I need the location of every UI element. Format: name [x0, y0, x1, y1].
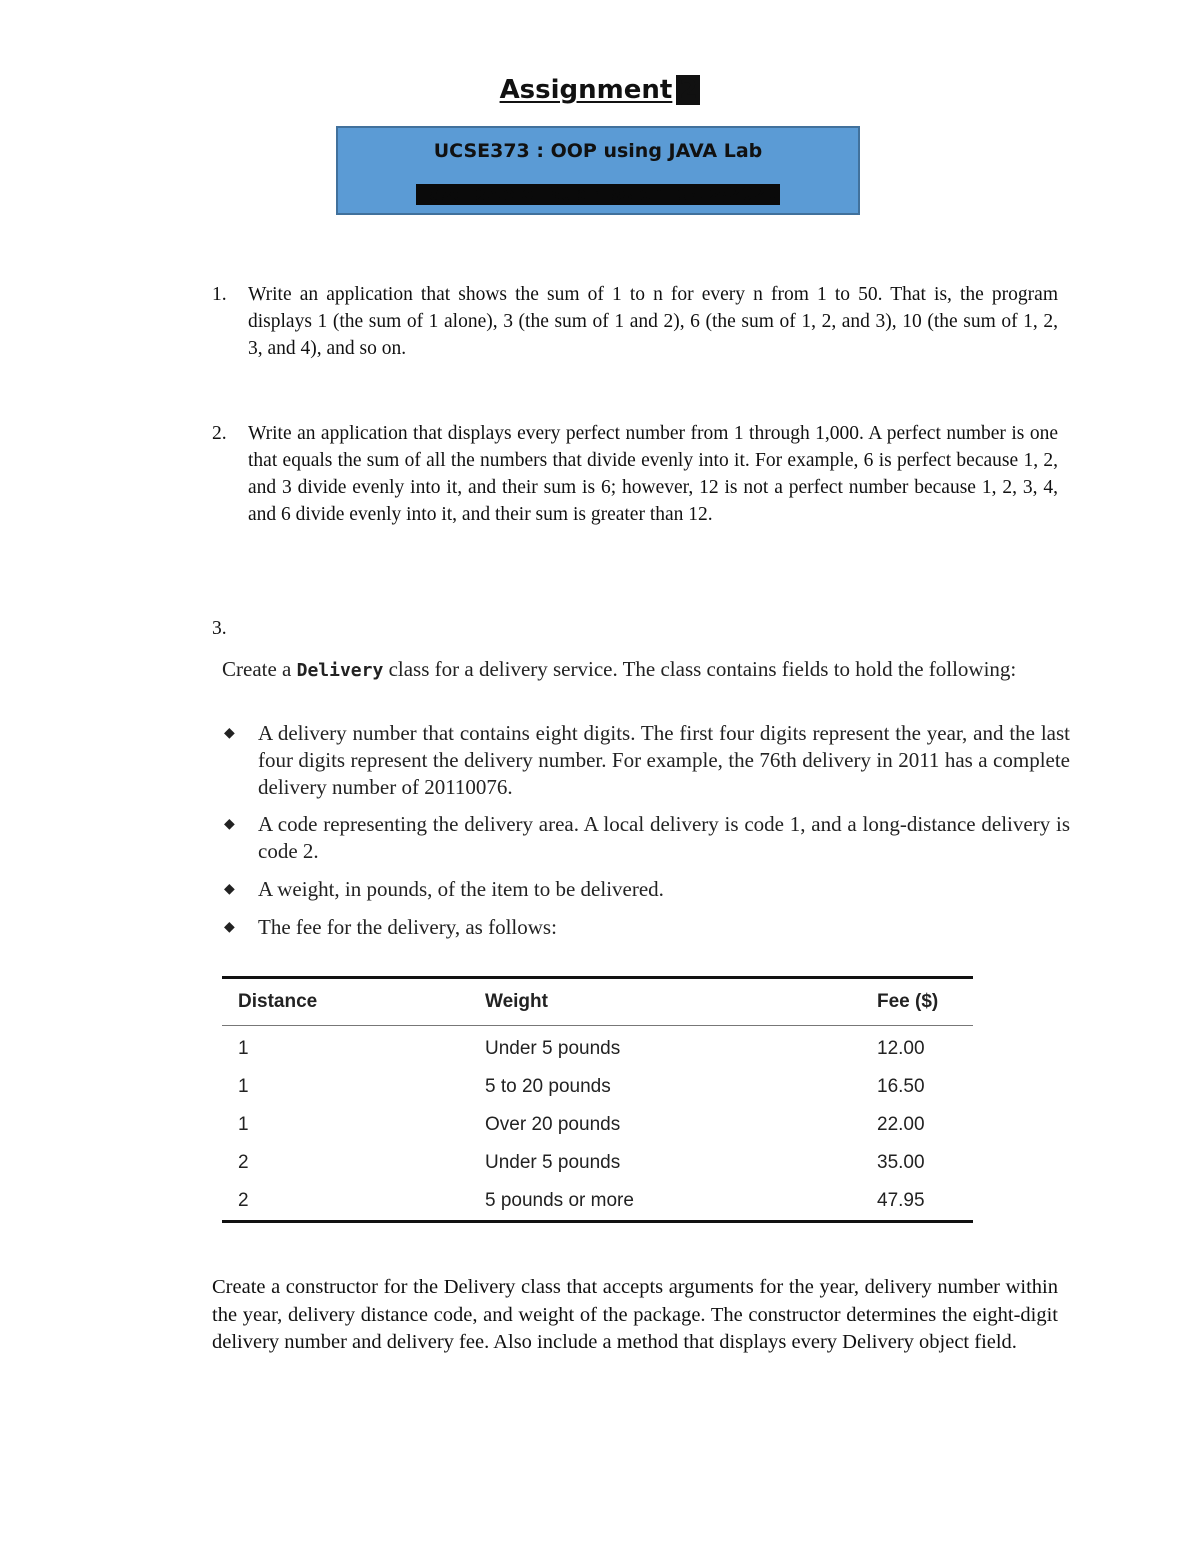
cell-fee: 12.00: [877, 1038, 925, 1059]
cell-distance: 2: [238, 1190, 249, 1211]
cell-weight: Under 5 pounds: [485, 1038, 621, 1059]
diamond-bullet-icon: ◆: [224, 920, 235, 935]
table-row: [222, 1106, 973, 1144]
cell-fee: 16.50: [877, 1076, 925, 1097]
cell-distance: 1: [238, 1076, 249, 1097]
header-weight: Weight: [485, 978, 877, 1026]
table-row: [222, 1068, 973, 1106]
cell-distance: 1: [238, 1038, 249, 1059]
table-row: [222, 1026, 973, 1069]
cell-distance: 1: [238, 1114, 249, 1135]
cell-fee: 35.00: [877, 1152, 925, 1173]
cell-weight: Over 20 pounds: [485, 1114, 621, 1135]
table-header-row: [222, 978, 973, 1026]
delivery-intro: [222, 656, 1060, 684]
bullet-text: A delivery number that contains eight digits. The first four digits represent the year, and the last four digits represent the delivery number. For example, the 76th delivery in 2011 has a complete delivery number of 20110076.: [258, 721, 1070, 799]
diamond-bullet-icon: ◆: [224, 817, 235, 832]
cell-weight: 5 to 20 pounds: [485, 1076, 611, 1097]
cell-weight: Under 5 pounds: [485, 1152, 621, 1173]
question-2-text: Write an application that displays every perfect number from 1 through 1,000. A perfect number is one that equals the sum of all the numbers that divide evenly into it. For example, 6 is perfect because 1, 2, and 3 divide evenly into it, and their sum is 6; however, 12 is not a perfect number because 1, 2, 3, 4, and 6 divide evenly into it, and their sum is greater than 12.: [248, 423, 1058, 525]
bullet-text: The fee for the delivery, as follows:: [258, 915, 557, 939]
title-text: Assignment: [499, 75, 673, 105]
question-1-text: Write an application that shows the sum of 1 to n for every n from 1 to 50. That is, the program displays 1 (the sum of 1 alone), 3 (the sum of 1 and 2), 6 (the sum of 1, 2, and 3), 10 (the sum of 1, 2, 3, and 4), and so on.: [248, 284, 1058, 359]
question-2-number: 2.: [212, 423, 227, 444]
course-title: UCSE373 : OOP using JAVA Lab: [433, 140, 763, 162]
question-1-number: 1.: [212, 284, 227, 305]
diamond-bullet-icon: ◆: [224, 726, 235, 741]
table-row: [222, 1182, 973, 1222]
bullet-text: A weight, in pounds, of the item to be delivered.: [258, 877, 664, 901]
cell-fee: 22.00: [877, 1114, 925, 1135]
bullet-text: A code representing the delivery area. A local delivery is code 1, and a long-distance delivery is code 2.: [258, 812, 1070, 863]
intro-after: class for a delivery service. The class contains fields to hold the following:: [383, 657, 1017, 681]
page-title: [0, 72, 1200, 108]
table-row: [222, 1144, 973, 1182]
title-number-redacted: 2: [676, 75, 700, 105]
header-distance: Distance: [222, 978, 485, 1026]
diamond-bullet-icon: ◆: [224, 882, 235, 897]
question-3-number: 3.: [212, 618, 227, 639]
class-name-code: Delivery: [296, 660, 384, 681]
cell-distance: 2: [238, 1152, 249, 1173]
delivery-fee-table: [222, 976, 973, 1223]
intro-before: Create a: [222, 657, 297, 681]
constructor-instructions: Create a constructor for the Delivery class that accepts arguments for the year, delivery number within the year, delivery distance code, and weight of the package. The constructor determines the eight-digit delivery number and delivery fee. Also include a method that displays every Delivery object field.: [212, 1276, 1058, 1353]
course-header-box: [336, 126, 860, 215]
deadline-redacted-text: Last Date of Submission: 9/12/2021: [417, 184, 779, 205]
cell-weight: 5 pounds or more: [485, 1190, 634, 1211]
submission-deadline: [338, 184, 858, 206]
cell-fee: 47.95: [877, 1190, 925, 1211]
header-fee: Fee ($): [877, 978, 973, 1026]
